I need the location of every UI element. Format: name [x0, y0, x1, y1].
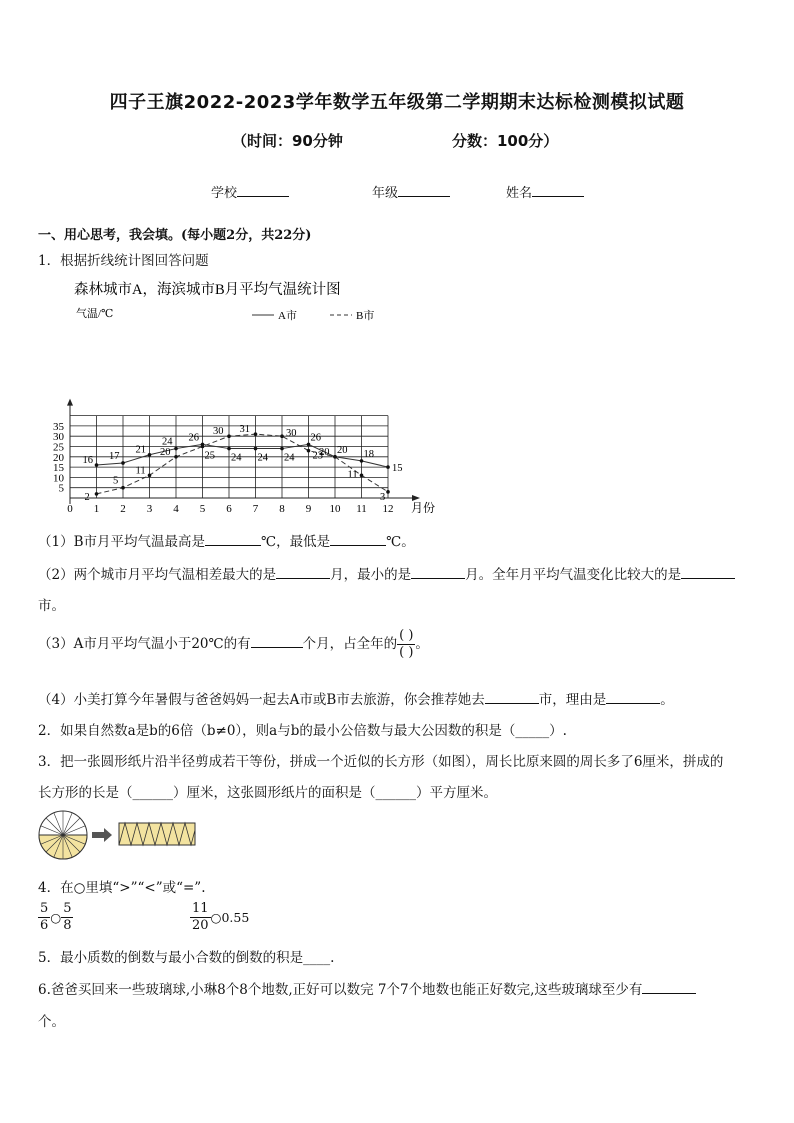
q1-blank-recommend[interactable] — [485, 689, 539, 704]
data-point-b — [227, 434, 231, 438]
q1-part2-b: 月，最小的是 — [330, 567, 412, 583]
data-label-a: 24 — [162, 436, 173, 448]
circle-sectors-figure — [39, 811, 87, 859]
data-label-a: 15 — [392, 463, 403, 475]
q1-blank-city[interactable] — [681, 564, 735, 579]
data-label-b: 20 — [160, 446, 171, 458]
q1-part4 — [38, 688, 674, 708]
data-point-b — [201, 445, 205, 449]
q3-line2: 长方形的长是（______）厘米，这张圆形纸片的面积是（______）平方厘米。 — [38, 785, 497, 801]
data-point-a — [121, 461, 125, 465]
q1-blank-reason[interactable] — [606, 689, 660, 704]
q1-blank-max-diff[interactable] — [276, 564, 330, 579]
y-tick-label: 30 — [53, 431, 64, 444]
q6-line1 — [38, 978, 696, 998]
data-label-b: 30 — [286, 428, 297, 440]
data-point-b — [121, 486, 125, 490]
y-axis-label: 气温/℃ — [76, 308, 114, 320]
q1-blank-lowest[interactable] — [330, 531, 386, 546]
compare-circle-a[interactable]: ○ — [50, 910, 62, 925]
fraction-denominator[interactable]: ( ) — [399, 645, 414, 660]
q1-part3-c: 。 — [415, 636, 429, 652]
chart-title: 森林城市A，海滨城市B月平均气温统计图 — [74, 282, 341, 298]
q1-blank-highest[interactable] — [205, 531, 261, 546]
q1-blank-months[interactable] — [251, 633, 303, 648]
q1-part4-c: 。 — [660, 692, 674, 708]
data-point-b — [280, 434, 284, 438]
name-field[interactable] — [506, 182, 584, 201]
data-point-a — [227, 447, 231, 451]
school-label: 学校 — [211, 186, 238, 201]
q1-part2-d: 市。 — [38, 598, 65, 614]
q6-blank[interactable] — [642, 979, 696, 994]
data-point-a — [148, 453, 152, 457]
x-tick-label: 1 — [93, 503, 100, 515]
q4-text: 4．在○里填“>”“<”或“=”. — [38, 880, 206, 896]
data-point-b — [333, 455, 337, 459]
data-point-a — [386, 465, 390, 469]
temperature-line-chart — [38, 272, 448, 522]
fraction-11-20 — [190, 901, 211, 934]
data-label-b: 11 — [135, 465, 146, 477]
q1-blank-min-diff[interactable] — [411, 564, 465, 579]
data-label-a: 24 — [284, 452, 295, 464]
legend-label-a: A市 — [278, 310, 297, 322]
data-point-b — [386, 490, 390, 494]
q5-text: 5．最小质数的倒数与最小合数的倒数的积是____. — [38, 950, 335, 966]
data-label-a: 24 — [231, 452, 242, 464]
q1-part2-c: 月。全年月平均气温变化比较大的是 — [465, 567, 682, 583]
grade-field[interactable] — [372, 182, 450, 201]
chart-legend — [252, 309, 374, 322]
x-tick-label: 6 — [226, 503, 232, 515]
data-label-b: 31 — [239, 424, 250, 436]
school-field[interactable] — [211, 182, 289, 201]
data-label-b: 2 — [84, 491, 90, 503]
y-tick-label: 20 — [53, 451, 64, 464]
q1-text: 1．根据折线统计图回答问题 — [38, 253, 209, 269]
data-point-a — [95, 463, 99, 467]
data-point-b — [307, 449, 311, 453]
x-tick-label: 3 — [146, 503, 153, 515]
q1-part4-a: （4）小美打算今年暑假与爸爸妈妈一起去A市或B市去旅游，你会推荐她去 — [38, 692, 485, 708]
grade-blank[interactable] — [398, 182, 450, 197]
arrow-icon — [92, 828, 112, 842]
data-label-b: 3 — [380, 491, 386, 503]
data-point-a — [280, 447, 284, 451]
x-tick-label: 0 — [67, 503, 73, 515]
data-label-a: 17 — [109, 450, 120, 462]
data-label-a: 18 — [363, 448, 374, 460]
x-tick-label: 12 — [382, 503, 394, 515]
page-title: 四子王旗2022-2023学年数学五年级第二学期期末达标检测模拟试题 — [109, 92, 685, 113]
q1-part1 — [38, 530, 415, 550]
x-tick-label: 2 — [120, 503, 126, 515]
q1-part3-a: （3）A市月平均气温小于20℃的有 — [38, 636, 251, 652]
x-axis-label: 月份 — [411, 501, 436, 515]
q4-compare-b — [190, 901, 249, 934]
q2-text: 2．如果自然数a是b的6倍（b≠0），则a与b的最小公倍数与最大公因数的积是（_____）. — [38, 723, 567, 739]
data-point-a — [254, 447, 258, 451]
data-label-b: 23 — [312, 450, 323, 462]
fraction-numerator[interactable]: ( ) — [399, 628, 414, 643]
name-label: 姓名 — [506, 186, 533, 201]
y-tick-label: 10 — [53, 472, 64, 485]
approx-rectangle-figure — [119, 823, 195, 845]
series-line-b — [97, 434, 389, 494]
data-label-b: 30 — [213, 426, 224, 438]
frac-den: 6 — [40, 918, 49, 933]
data-label-b: 11 — [347, 469, 358, 481]
q1-fraction-blank[interactable] — [397, 628, 415, 661]
y-tick-label: 5 — [58, 482, 64, 495]
q1-part1-b: ℃，最低是 — [261, 534, 331, 550]
q4-compare-a — [38, 901, 73, 934]
circle-to-rectangle-figure — [38, 810, 208, 862]
exam-time: （时间：90分钟 — [232, 132, 343, 150]
data-label-b: 25 — [204, 450, 215, 462]
x-tick-label: 8 — [279, 503, 285, 515]
q6-line2: 个。 — [38, 1014, 65, 1030]
compare-circle-b[interactable]: ○0.55 — [210, 910, 250, 925]
name-blank[interactable] — [532, 182, 584, 197]
data-label-a: 24 — [257, 452, 268, 464]
q1-part2 — [38, 563, 735, 583]
data-label-b: 20 — [319, 446, 330, 458]
q1-part3 — [38, 628, 429, 661]
data-label-a: 20 — [337, 444, 348, 456]
frac-num: 11 — [192, 901, 209, 916]
x-tick-label: 9 — [305, 503, 312, 515]
data-point-b — [148, 474, 152, 478]
data-point-a — [174, 447, 178, 451]
data-point-b — [174, 455, 178, 459]
data-point-b — [360, 474, 364, 478]
y-axis-arrow-icon — [67, 399, 73, 406]
x-tick-label: 4 — [173, 503, 179, 515]
q1-part1-a: （1）B市月平均气温最高是 — [38, 534, 206, 550]
x-tick-label: 10 — [329, 503, 341, 515]
y-tick-label: 15 — [53, 462, 64, 475]
data-label-a: 26 — [310, 432, 321, 444]
y-tick-label: 35 — [53, 420, 64, 433]
legend-label-b: B市 — [356, 310, 375, 322]
q1-part3-b: 个月，占全年的 — [302, 636, 398, 652]
x-tick-label: 7 — [252, 503, 259, 515]
q1-part1-c: ℃。 — [386, 534, 415, 550]
y-tick-label: 25 — [53, 441, 64, 454]
data-point-b — [254, 432, 258, 436]
data-label-a: 16 — [82, 455, 93, 467]
exam-score: 分数：100分） — [452, 132, 559, 150]
grade-label: 年级 — [372, 186, 399, 201]
q3-line1: 3．把一张圆形纸片沿半径剪成若干等份，拼成一个近似的长方形（如图），周长比原来圆的周长多了6厘米，拼成的 — [38, 754, 724, 770]
q6-line1-text: 6.爸爸买回来一些玻璃球,小琳8个8个地数,正好可以数完 7个7个地数也能正好数完,这些玻璃球至少有 — [38, 982, 643, 998]
data-label-b: 5 — [113, 475, 119, 487]
frac-num: 5 — [63, 901, 72, 916]
frac-den: 20 — [192, 918, 209, 933]
q1-part2-a: （2）两个城市月平均气温相差最大的是 — [38, 567, 277, 583]
q1-part4-b: 市，理由是 — [538, 692, 607, 708]
fraction-5-8 — [61, 901, 73, 934]
x-tick-label: 11 — [356, 503, 367, 515]
data-point-b — [95, 492, 99, 496]
data-label-a: 26 — [188, 432, 199, 444]
fraction-5-6 — [38, 901, 50, 934]
data-label-a: 21 — [135, 444, 146, 456]
frac-den: 8 — [63, 918, 72, 933]
x-tick-label: 5 — [199, 503, 206, 515]
school-blank[interactable] — [237, 182, 289, 197]
section-title: 一、用心思考，我会填。(每小题2分，共22分) — [38, 228, 312, 243]
frac-num: 5 — [40, 901, 49, 916]
